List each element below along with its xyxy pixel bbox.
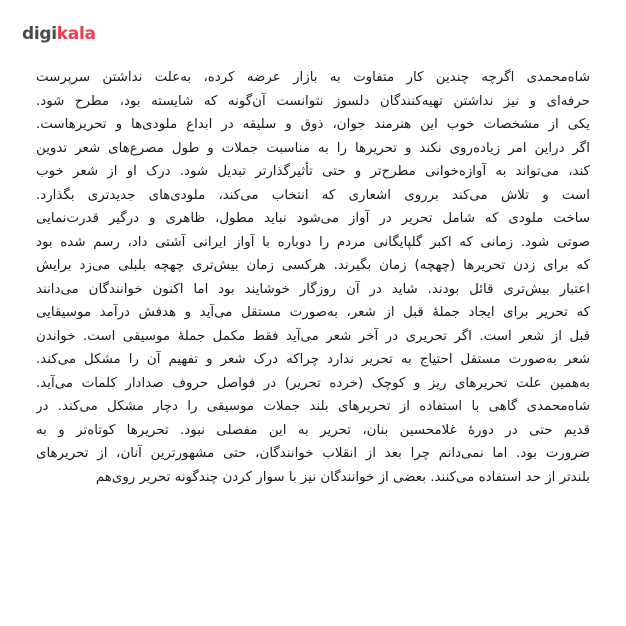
text-line: بلندتر از حد استفاده می‌کنند. بعضی از خوانندگان نیز با سوار کردن چندگونه تحریر روی‌هم — [95, 469, 590, 485]
text-line: که برای زدن تحریرها (چهچه) زمان بگیرند. هرکسی زمان بیش‌تری چهچه بلبلی می‌زد برایش — [36, 258, 590, 273]
text-line: قدیم حتی در دورهٔ غلامحسین بنان، تحریر به این مفصلی نبود. تحریرها کوتاه‌تر و به — [36, 422, 590, 438]
text-line: است و تلاش می‌کند برروی اشعاری که انتخاب می‌کند، ملودی‌های جدیدتری بگذارد. — [36, 187, 590, 203]
text-line: کند، می‌تواند به آوازه‌خوانی مطرح‌تر و حتی تأثیرگذارتر تبدیل شود. درک او از شعر خوب — [36, 164, 590, 179]
text-line: شاه‌محمدی اگرچه چندین کار متفاوت به بازار عرضه کرده، به‌علت نداشتن سرپرست — [36, 70, 590, 85]
text-line: ضرورت بود. اما نمی‌دانم چرا بعد از انقلاب خوانندگان، حتی مشهورترین آنان، از تحریرهای — [36, 446, 590, 461]
text-line: که تحریر برای ایجاد جملهٔ قبل از شعر، به‌صورت مستقل می‌آید و هدفش درآمد موسیقایی — [36, 305, 590, 320]
text-line: شعر به‌صورت مستقل احتیاج به تحریر ندارد چراکه درک شعر و تفهیم آن را مشکل می‌کند. — [36, 352, 590, 367]
text-line: به‌همین علت تحریرهای ریز و کوچک (خرده تحریر) در فواصل حروف صدادار کلمات می‌آید. — [36, 375, 590, 391]
text-line: حرفه‌ای و نیز نداشتن تهیه‌کنندگان دلسوز نتوانست آن‌گونه که شایسته بود، مطرح شود. — [36, 93, 590, 109]
text-line: صوتی شود. زمانی که اکبر گلپایگانی مردم را دوباره با آواز ایرانی آشتی داد، رسم شده بود — [36, 234, 590, 250]
logo-part-kala: kala — [56, 24, 96, 44]
book-page-text — [36, 66, 590, 489]
text-line: قبل از شعر است. اگر تحریری در آخر شعر می‌آید فقط مکمل جملهٔ موسیقی است. خواندن — [36, 328, 590, 344]
text-line: ساخت ملودی که شامل تحریر در آواز می‌شود نباید مطول، ظاهری و درگیر قدرت‌نمایی — [36, 211, 590, 226]
text-line: اعتبار بیش‌تری قائل بودند. شاید در آن روزگار خوشایند بود اما اکنون خوانندگان می‌دانند — [36, 281, 590, 297]
text-line: اگر دراین امر زیاده‌روی نکند و تحریرها را به مناسبت جملات و طول مصرع‌های شعر تدوین — [36, 140, 590, 156]
logo-part-digi: digi — [22, 24, 57, 44]
digikala-logo — [22, 26, 96, 43]
text-line: یکی از مشخصات خوب این هنرمند جوان، ذوق و سلیقه در ابداع ملودی‌ها و تحریرهاست. — [36, 117, 590, 132]
text-line: شاه‌محمدی گاهی با استفاده از تحریرهای بلند جملات موسیقی را دچار مشکل می‌کند. در — [36, 399, 590, 414]
